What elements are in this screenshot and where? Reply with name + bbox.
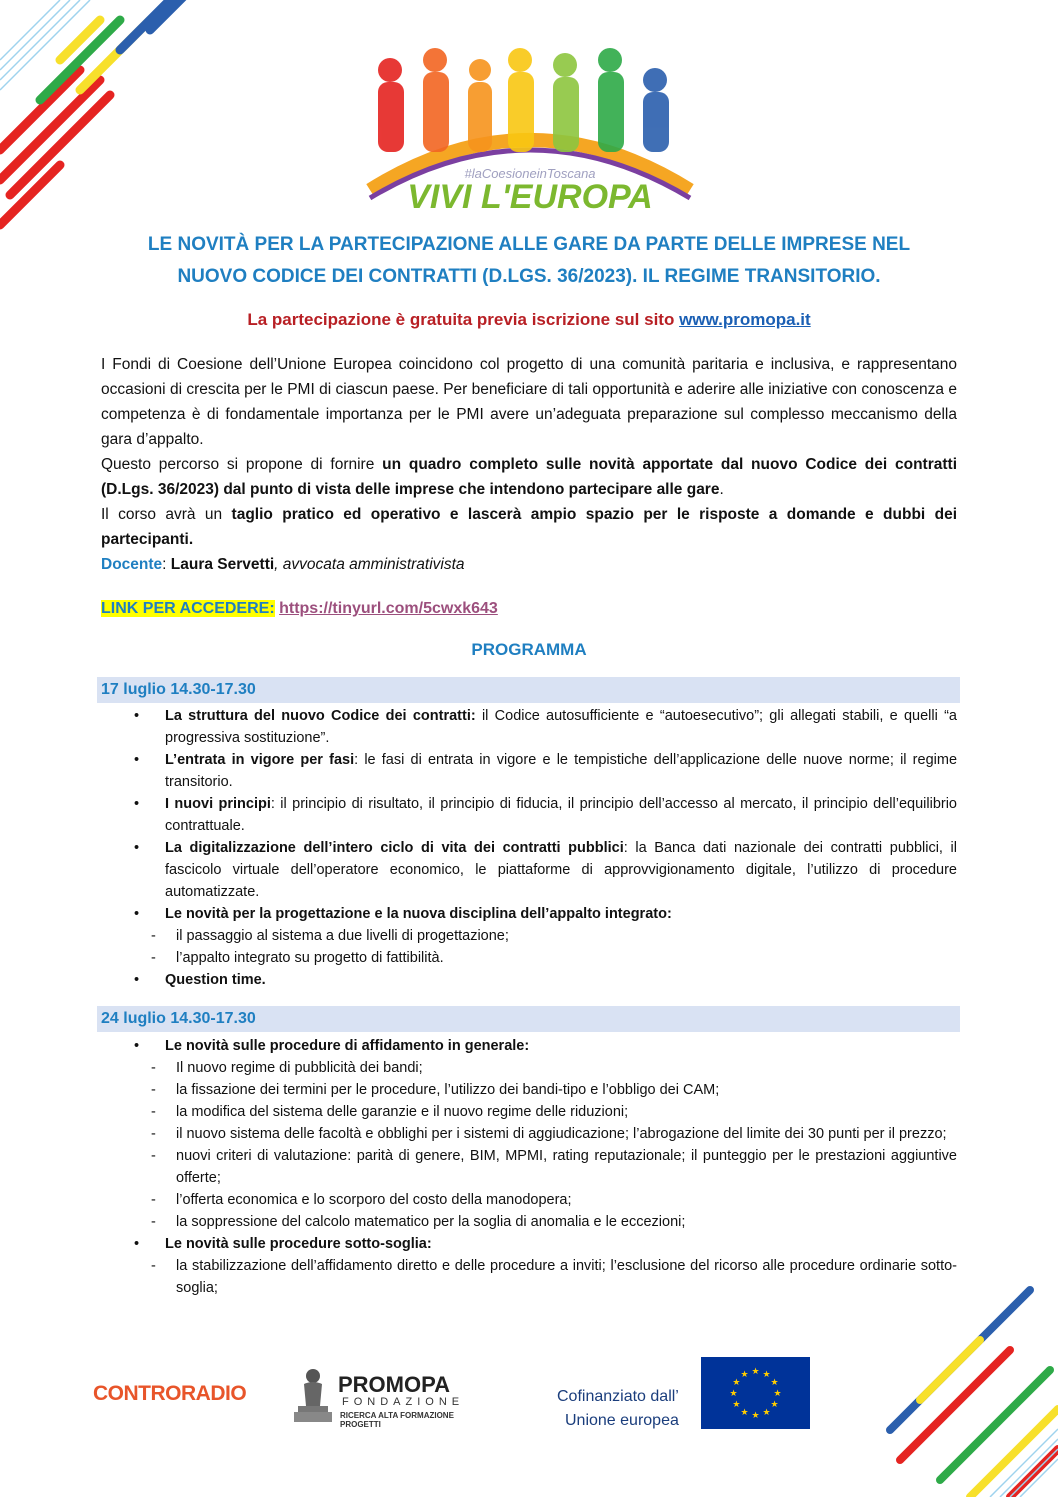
promopa-name: PROMOPA bbox=[338, 1372, 451, 1397]
page-title-line2: NUOVO CODICE DEI CONTRATTI (D.LGS. 36/2023). IL REGIME TRANSITORIO. bbox=[177, 266, 881, 287]
intro-p3-bold: taglio pratico ed operativo e lascerà ampio spazio per le risposte a domande e dubbi dei partecipanti. bbox=[101, 506, 957, 548]
list-item: • Le novità sulle procedure di affidamento in generale: bbox=[134, 1038, 530, 1054]
promopa-tagline: RICERCA ALTA FORMAZIONE PROGETTI bbox=[340, 1411, 454, 1429]
statue-icon bbox=[290, 1366, 336, 1424]
day1-list bbox=[101, 705, 957, 991]
intro-paragraph-1: I Fondi di Coesione dell’Unione Europea coincidono col progetto di una comunità paritaria e inclusiva, e rappresentano occasioni di crescita per le PMI di ciascun paese. Per beneficiare di tali opportunità e aderire alle iniziative con conoscenza e competenza è di fondamentale importanza per le PMI avere un’adeguata preparazione sul complesso meccanismo della gara d’appalto. bbox=[101, 356, 957, 448]
sub-item: - Il nuovo regime di pubblicità dei bandi; bbox=[151, 1060, 423, 1076]
eu-star: ★ bbox=[740, 1407, 749, 1418]
intro-section bbox=[101, 352, 957, 577]
docente-sep: : bbox=[162, 556, 171, 573]
sub-item: - l’appalto integrato su progetto di fattibilità. bbox=[151, 950, 444, 966]
access-link-row bbox=[101, 600, 498, 618]
corner-stripes-bottom-right bbox=[860, 1280, 1058, 1497]
eu-star: ★ bbox=[762, 1407, 771, 1418]
promopa-link[interactable]: www.promopa.it bbox=[679, 310, 811, 329]
eu-star: ★ bbox=[732, 1399, 741, 1409]
docente-line bbox=[101, 552, 957, 577]
eu-star: ★ bbox=[751, 1410, 760, 1420]
vivi-leuropa-logo bbox=[330, 30, 730, 220]
docente-role: , avvocata amministrativista bbox=[274, 556, 465, 573]
docente-label: Docente bbox=[101, 556, 163, 573]
cofin-line2: Unione europea bbox=[565, 1412, 679, 1429]
sub-item: - l’offerta economica e lo scorporo del costo della manodopera; bbox=[151, 1192, 572, 1208]
day1-header: 17 luglio 14.30-17.30 bbox=[97, 677, 960, 703]
sub-item: - la soppressione del calcolo matematico per la soglia di anomalia e le eccezioni; bbox=[151, 1214, 686, 1230]
intro-paragraph-2 bbox=[101, 452, 957, 502]
access-label: LINK PER ACCEDERE: bbox=[101, 600, 275, 617]
day2-list bbox=[101, 1035, 957, 1299]
controradio-logo: CONTRORADIO bbox=[93, 1382, 247, 1405]
sub-item: - la modifica del sistema delle garanzie e il nuovo regime delle riduzioni; bbox=[151, 1104, 629, 1120]
intro-paragraph-3 bbox=[101, 502, 957, 552]
subtitle bbox=[60, 310, 998, 330]
eu-star: ★ bbox=[762, 1368, 771, 1379]
list-item: • I nuovi principi: il principio di risultato, il principio di fiducia, il principio dell’accesso al mercato, il principio dell’equilibrio contrattuale. bbox=[134, 796, 957, 834]
list-item: • La struttura del nuovo Codice dei contratti: il Codice autosufficiente e “autoesecutivo”; gli allegati stabili, e quelli “a progressiva sostituzione”. bbox=[134, 708, 957, 746]
sub-item: - il passaggio al sistema a due livelli di progettazione; bbox=[151, 928, 509, 944]
intro-p2-text: Questo percorso si propone di fornire bbox=[101, 456, 383, 473]
docente-name: Laura Servetti bbox=[170, 556, 275, 573]
intro-p2-end: . bbox=[719, 481, 724, 498]
sub-item: - la stabilizzazione dell’affidamento diretto e delle procedure a inviti; l’esclusione del ricorso alle procedure ordinarie sotto-soglia; bbox=[151, 1258, 957, 1296]
eu-star: ★ bbox=[732, 1377, 741, 1387]
corner-stripes-top-left bbox=[0, 0, 200, 240]
cofin-line1: Cofinanziato dall’ bbox=[557, 1388, 679, 1405]
eu-star: ★ bbox=[740, 1368, 749, 1379]
programma-title: PROGRAMMA bbox=[471, 640, 587, 659]
promopa-sub: FONDAZIONE bbox=[342, 1396, 465, 1408]
sub-item: - il nuovo sistema delle facoltà e obblighi per i sistemi di aggiudicazione; l’abrogazione del limite dei 30 punti per il prezzo; bbox=[151, 1126, 947, 1142]
eu-star: ★ bbox=[751, 1366, 760, 1376]
list-item: • L’entrata in vigore per fasi: le fasi di entrata in vigore e le tempistiche dell’applicazione delle nuove norme; il regime transitorio. bbox=[134, 752, 958, 790]
list-item: • Le novità sulle procedure sotto-soglia: bbox=[134, 1236, 432, 1252]
eu-flag-icon bbox=[701, 1357, 810, 1429]
eu-star: ★ bbox=[729, 1388, 738, 1398]
cofinanziato-text bbox=[557, 1385, 679, 1433]
logo-hashtag: #laCoesioneinToscana bbox=[464, 166, 596, 181]
intro-p3-text: Il corso avrà un bbox=[101, 506, 232, 523]
list-item: • Question time. bbox=[134, 972, 266, 988]
eu-star: ★ bbox=[770, 1399, 779, 1409]
eu-star: ★ bbox=[770, 1377, 779, 1387]
access-url[interactable]: https://tinyurl.com/5cwxk643 bbox=[279, 600, 498, 617]
list-item: • La digitalizzazione dell’intero ciclo di vita dei contratti pubblici: la Banca dati nazionale dei contratti pubblici, il fascicolo virtuale dell’operatore economico, le piattaforme di approvvigionamento digitale, l’utilizzo di procedure automatizzate. bbox=[134, 840, 957, 900]
promopa-logo bbox=[290, 1366, 465, 1429]
sub-item: - nuovi criteri di valutazione: parità di genere, BIM, MPMI, rating reputazionale; il punteggio per le prestazioni aggiuntive offerte; bbox=[151, 1148, 957, 1186]
logo-text: VIVI L'EUROPA bbox=[407, 178, 653, 216]
intro-p2-bold: un quadro completo sulle novità apportate dal nuovo Codice dei contratti (D.Lgs. 36/2023) dal punto di vista delle imprese che intendono partecipare alle gare bbox=[101, 456, 957, 498]
list-item: • Le novità per la progettazione e la nuova disciplina dell’appalto integrato: bbox=[134, 906, 672, 922]
day2-header: 24 luglio 14.30-17.30 bbox=[97, 1006, 960, 1032]
sub-item: - la fissazione dei termini per le procedure, l’utilizzo dei bandi-tipo e l’obbligo dei CAM; bbox=[151, 1082, 720, 1098]
subtitle-text: La partecipazione è gratuita previa iscrizione sul sito bbox=[247, 310, 680, 329]
eu-star: ★ bbox=[773, 1388, 782, 1398]
page-title-line1: LE NOVITÀ PER LA PARTECIPAZIONE ALLE GARE DA PARTE DELLE IMPRESE NEL bbox=[147, 234, 911, 255]
